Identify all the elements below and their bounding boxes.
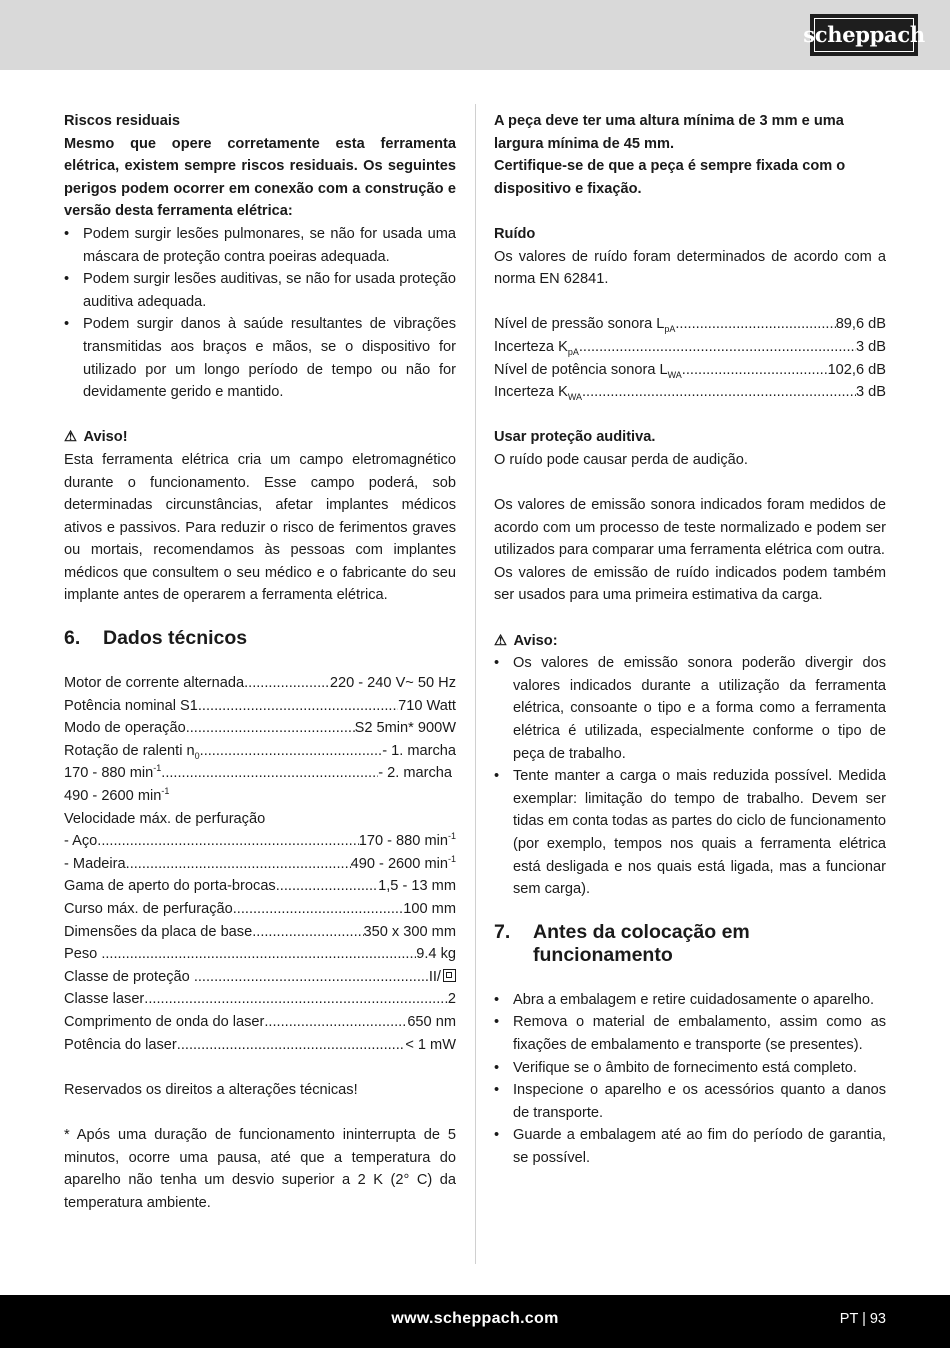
left-column (64, 110, 456, 1214)
spec-row-gear2: 490 - 2600 $\min^{-1}$ (64, 786, 170, 805)
list-item: • Podem surgir danos à saúde resultantes de vibrações transmitidas aos braços e mãos, se o dispositivo for utilizado por um longo período de tempo ou não for devidamente gerido e mantido. (64, 313, 456, 403)
noise-row-pressure: Nível de pressão sonora $L_{pA}$ ..... 89,6 dB (494, 313, 886, 336)
list-item: • Tente manter a carga o mais reduzida possível. Medida exemplar: limitação do tempo de trabalho. Devem ser tidas em conta todas as partes do ciclo de funcionamento (por exemplo, tempos nos quais a ferramenta elétrica está desligada e nos quais está ligada, mas a funcionar sem carga). (494, 765, 886, 901)
list-item: • Remova o material de embalamento, assim como as fixações de embalamento e transporte (se presentes). (494, 1011, 886, 1056)
noise-row-power: Nível de potência sonora $L_{WA}$ ..... 102,6 dB (494, 359, 886, 382)
warning-heading (64, 426, 456, 449)
specs-table (64, 672, 456, 1056)
spec-row-wood: - Madeira ..... 490 - 2600 $\min^{-1}$ (64, 853, 456, 876)
workpiece-note-1: A peça deve ter uma altura mínima de 3 mm e uma largura mínima de 45 mm. (494, 113, 844, 152)
spec-row-idle-speed: Rotação de ralenti $n_0$ ..... - 1. marcha (64, 740, 456, 763)
list-item: • Os valores de emissão sonora poderão divergir dos valores indicados durante a utilização da ferramenta elétrica, consoante o tipo e a forma como a ferramenta elétrica é utilizada, especialmente conforme o tipo de peça de trabalho. (494, 652, 886, 765)
section-heading-technical-data (64, 627, 456, 650)
noise-text: Os valores de ruído foram determinados de acordo com a norma EN 62841. (494, 248, 886, 288)
spec-row-weight: Peso ..... 9.4 kg (64, 943, 456, 966)
spec-row-stroke: Curso máx. de perfuração ..... 100 mm (64, 898, 456, 921)
list-item: • Verifique se o âmbito de fornecimento está completo. (494, 1057, 886, 1080)
residual-risks-list (64, 223, 456, 404)
column-divider (475, 104, 476, 1264)
spec-row-protection: Classe de proteção ..... II/ (64, 966, 456, 989)
website-link[interactable]: www.scheppach.com (391, 1310, 559, 1327)
section-heading-before-operation (494, 921, 886, 967)
noise-row-uncertainty-pa: Incerteza $K_{pA}$ ..... 3 dB (494, 336, 886, 359)
warning-title: Aviso: (513, 632, 558, 649)
spec-row-power: Potência nominal S1 ..... 710 Watt (64, 695, 456, 718)
list-item: • Inspecione o aparelho e os acessórios quanto a danos de transporte. (494, 1079, 886, 1124)
right-column (494, 110, 886, 1170)
spec-row-wavelength: Comprimento de onda do laser ..... 650 nm (64, 1011, 456, 1034)
workpiece-note-2: Certifique-se de que a peça é sempre fixada com o dispositivo e fixação. (494, 158, 846, 197)
footnote: * Após uma duração de funcionamento ininterrupta de 5 minutos, ocorre uma pausa, até que a temperatura do aparelho não tenha um desvio superior a 2 K (2° C) da temperatura ambiente. (64, 1126, 456, 1211)
emission-text-2: Os valores de emissão de ruído indicados podem também ser usados para uma primeira estimativa da carga. (494, 564, 886, 604)
noise-table (494, 313, 886, 403)
list-item: • Podem surgir lesões pulmonares, se não for usada uma máscara de proteção contra poeiras adequada. (64, 223, 456, 268)
residual-risks-title: Riscos residuais (64, 113, 180, 129)
spec-row-drill-speed: Velocidade máx. de perfuração (64, 810, 266, 827)
hearing-protection-text: O ruído pode causar perda de audição. (494, 451, 748, 468)
spec-row-mode: Modo de operação ..... S2 5min* 900W (64, 717, 456, 740)
spec-row-laser-class: Classe laser ..... 2 (64, 988, 456, 1011)
section-title: Antes da colocação em funcionamento (533, 920, 750, 966)
list-item: • Podem surgir lesões auditivas, se não for usada proteção auditiva adequada. (64, 268, 456, 313)
section-number: 7. (494, 920, 511, 943)
emission-text-1: Os valores de emissão sonora indicados foram medidos de acordo com um processo de teste normalizado e podem ser utilizados para comparar uma ferramenta elétrica com outra. (494, 497, 886, 559)
warning-list (494, 652, 886, 901)
protection-class-icon (443, 969, 456, 982)
list-item: • Abra a embalagem e retire cuidadosamente o aparelho. (494, 989, 886, 1012)
spec-row-gear1: 170 - 880 $\min^{-1}$ ..... - 2. marcha (64, 762, 452, 785)
brand-logo-text: scheppach (803, 21, 925, 47)
warning-icon: ⚠ (64, 429, 78, 446)
section-number: 6. (64, 627, 81, 650)
warning-text: Esta ferramenta elétrica cria um campo eletromagnético durante o funcionamento. Esse campo poderá, sob determinadas circunstâncias, afetar implantes médicos ativos e passivos. Para reduzir o risco de ferimentos graves ou mortais, recomendamos às pessoas com implantes médicos que consultem o seu médico e o fabricante do seu implante antes de operarem a ferramenta elétrica. (64, 451, 456, 604)
spec-row-base: Dimensões da placa de base ..... 350 x 300 mm (64, 921, 456, 944)
warning-heading-right (494, 630, 886, 653)
spec-row-motor: Motor de corrente alternada ..... 220 - 240 V~ 50 Hz (64, 672, 456, 695)
residual-risks-intro: Mesmo que opere corretamente esta ferramenta elétrica, existem sempre riscos residuais. Os seguintes perigos podem ocorrer em conexão com a construção e versão desta ferramenta elétrica: (64, 135, 456, 220)
page-header (0, 0, 950, 70)
spec-row-laser-power: Potência do laser ..... < 1 mW (64, 1034, 456, 1057)
warning-title: Aviso! (83, 429, 128, 446)
page-footer (0, 1295, 950, 1348)
brand-logo (803, 14, 925, 56)
page-number: PT | 93 (839, 1311, 886, 1327)
section-title: Dados técnicos (103, 627, 248, 650)
list-item: • Guarde a embalagem até ao fim do período de garantia, se possível. (494, 1124, 886, 1169)
noise-title: Ruído (494, 225, 536, 242)
warning-icon: ⚠ (494, 632, 508, 649)
hearing-protection-title: Usar proteção auditiva. (494, 429, 656, 446)
rights-reserved: Reservados os direitos a alterações técnicas! (64, 1081, 358, 1098)
spec-row-steel: - Aço ..... 170 - 880 $\min^{-1}$ (64, 830, 456, 853)
noise-row-uncertainty-wa: Incerteza $K_{WA}$ ..... 3 dB (494, 381, 886, 404)
spec-row-chuck: Gama de aperto do porta-brocas ..... 1,5 - 13 mm (64, 875, 456, 898)
setup-list (494, 989, 886, 1170)
